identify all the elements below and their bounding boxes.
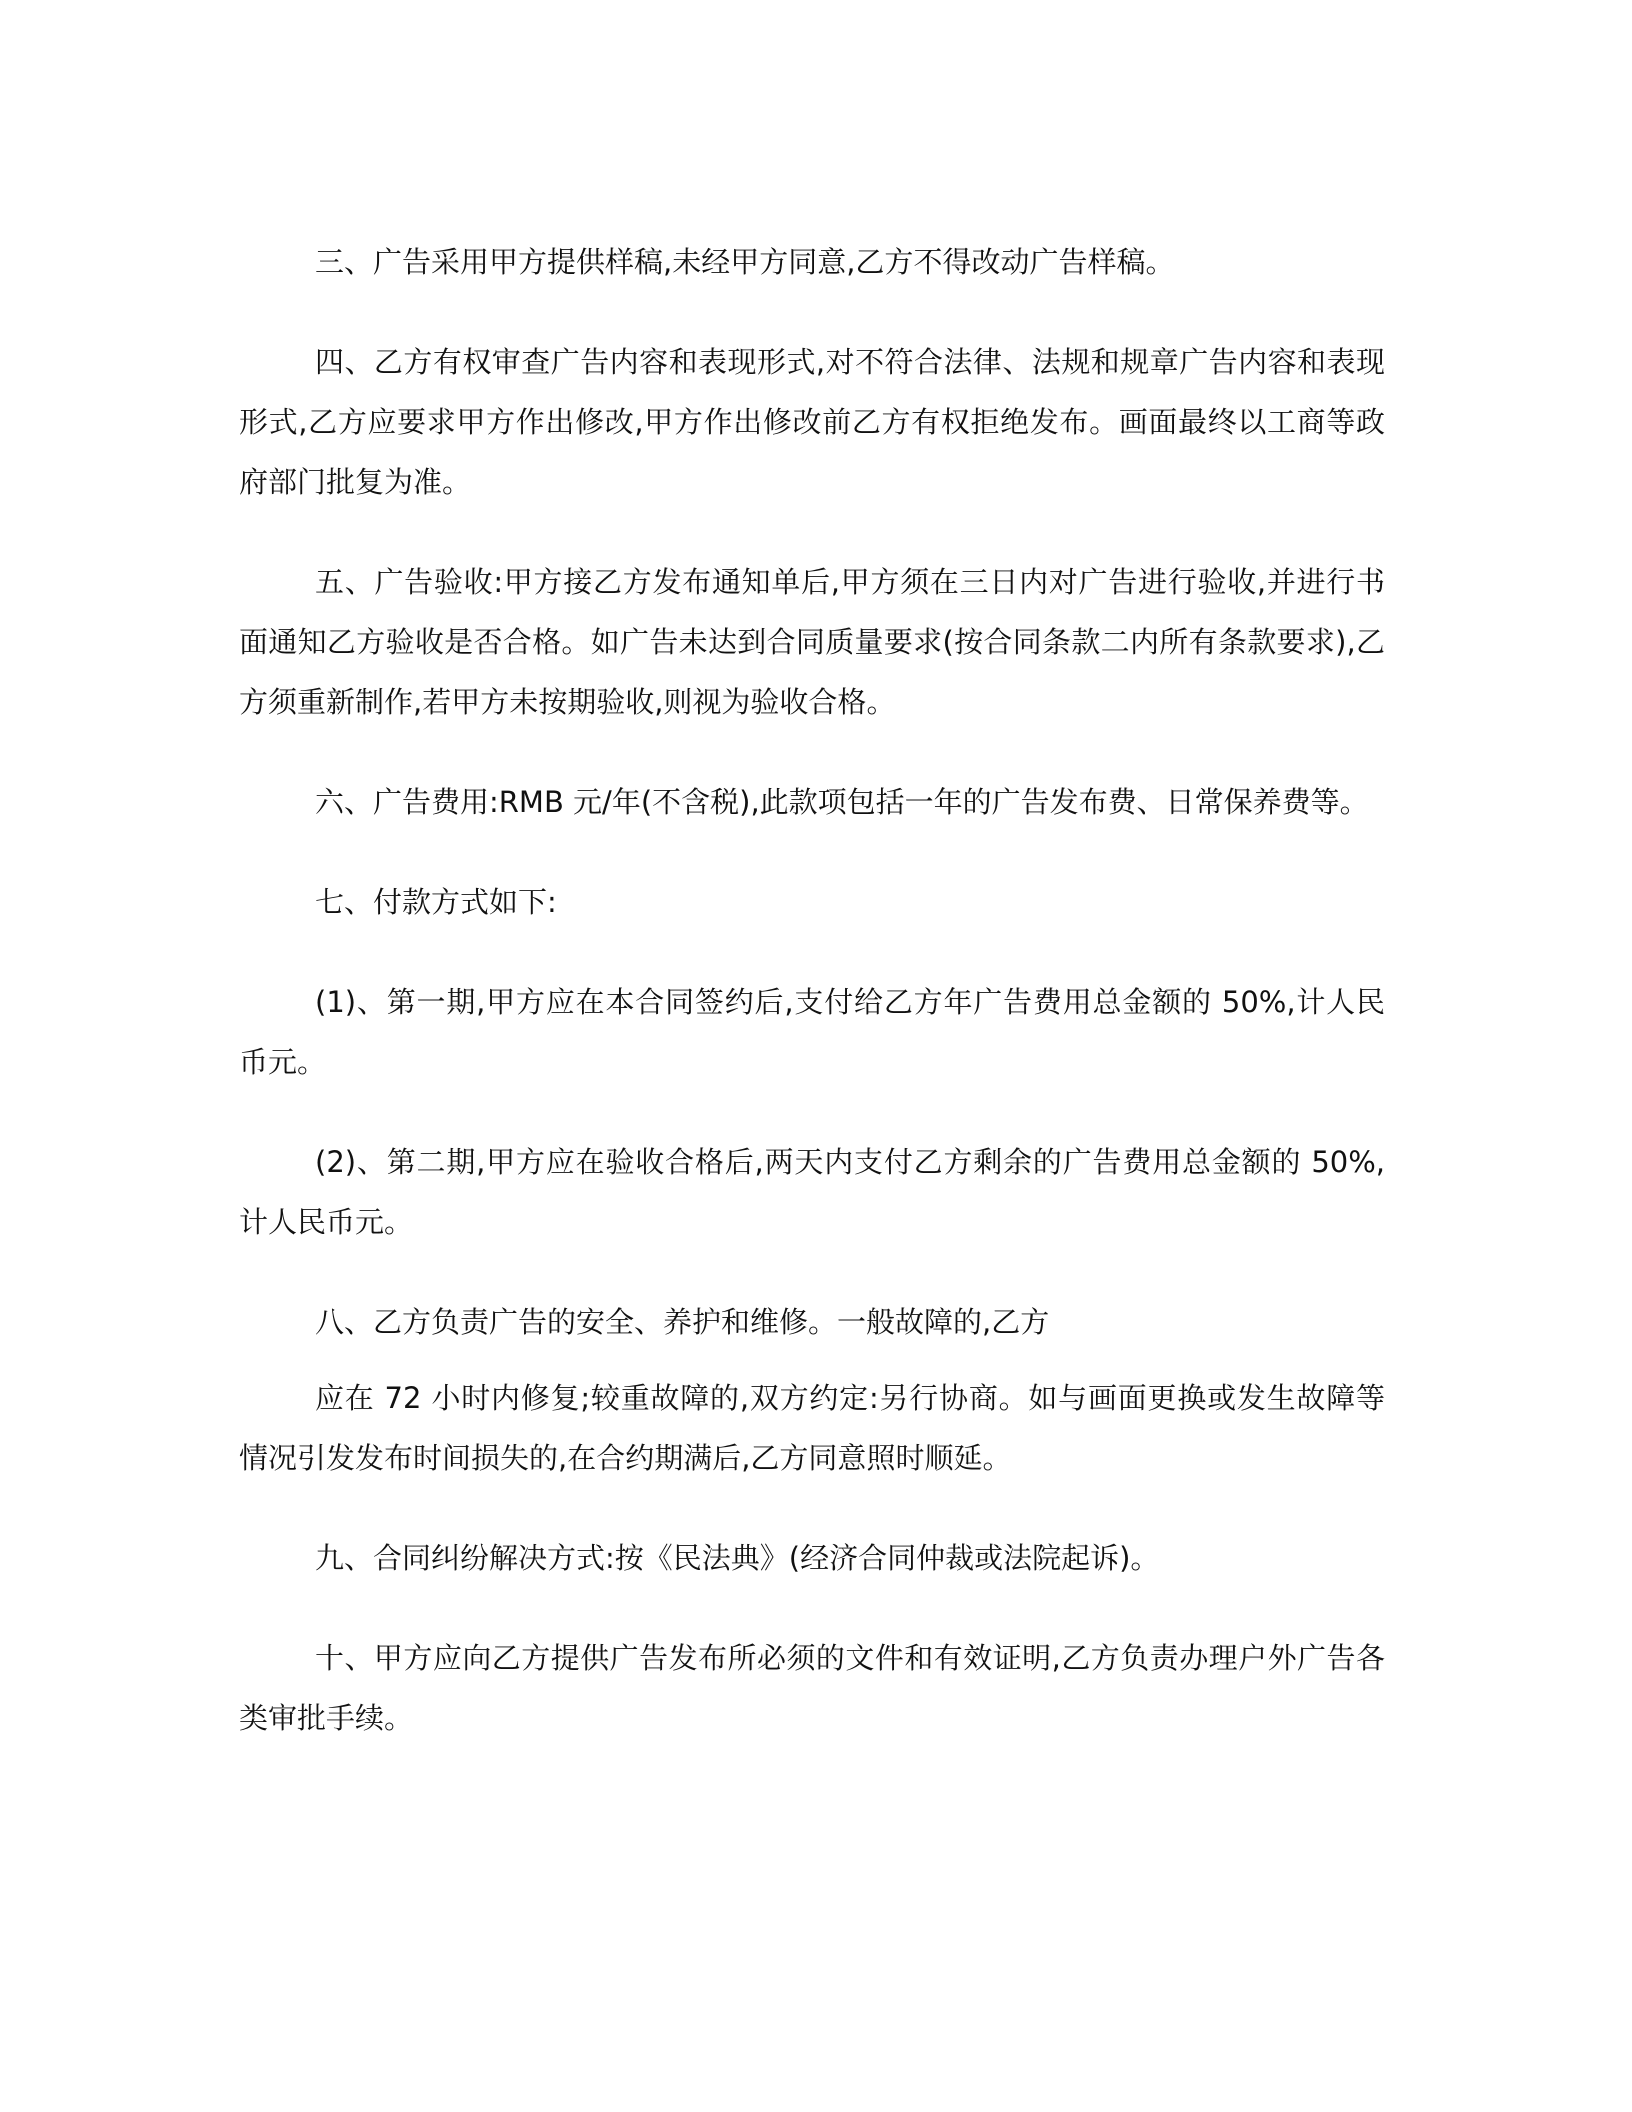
clause-3: 三、广告采用甲方提供样稿,未经甲方同意,乙方不得改动广告样稿。 (315, 245, 1175, 279)
clause-8-continued: 应在 72 小时内修复;较重故障的,双方约定:另行协商。如与画面更换或发生故障等情况引发发布时间损失的,在合约期满后,乙方同意照时顺延。 (239, 1381, 1385, 1475)
clause-7-item-2: (2)、第二期,甲方应在验收合格后,两天内支付乙方剩余的广告费用总金额的 50%,计人民币元。 (239, 1145, 1385, 1239)
document-body (239, 232, 1385, 1748)
clause-8-line-1: 八、乙方负责广告的安全、养护和维修。一般故障的,乙方 (315, 1305, 1050, 1339)
clause-5: 五、广告验收:甲方接乙方发布通知单后,甲方须在三日内对广告进行验收,并进行书面通知乙方验收是否合格。如广告未达到合同质量要求(按合同条款二内所有条款要求),乙方须重新制作,若甲方未按期验收,则视为验收合格。 (239, 565, 1385, 719)
clause-10: 十、甲方应向乙方提供广告发布所必须的文件和有效证明,乙方负责办理户外广告各类审批手续。 (239, 1641, 1385, 1735)
clause-7-item-1: (1)、第一期,甲方应在本合同签约后,支付给乙方年广告费用总金额的 50%,计人民币元。 (239, 985, 1385, 1079)
clause-9: 九、合同纠纷解决方式:按《民法典》(经济合同仲裁或法院起诉)。 (315, 1541, 1160, 1575)
clause-4: 四、乙方有权审查广告内容和表现形式,对不符合法律、法规和规章广告内容和表现形式,乙方应要求甲方作出修改,甲方作出修改前乙方有权拒绝发布。画面最终以工商等政府部门批复为准。 (239, 345, 1385, 499)
clause-6: 六、广告费用:RMB 元/年(不含税),此款项包括一年的广告发布费、日常保养费等。 (315, 785, 1369, 819)
clause-7-heading: 七、付款方式如下: (315, 885, 557, 919)
